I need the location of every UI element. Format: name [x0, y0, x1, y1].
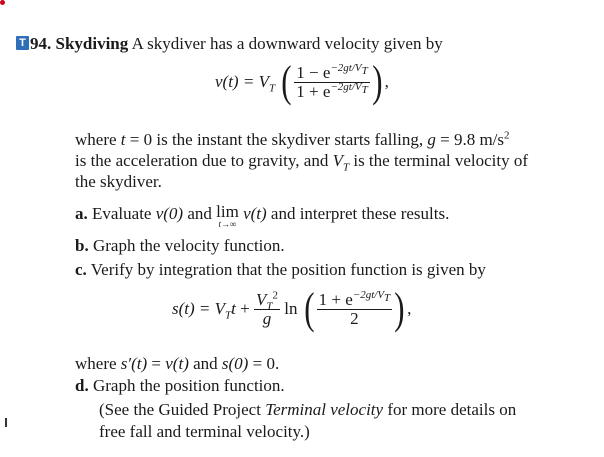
- part-b: [75, 236, 285, 256]
- v-trail: ,: [384, 72, 389, 91]
- where2-c: is the terminal velocity of: [353, 151, 529, 170]
- s-inner-num: 1 + e: [318, 289, 353, 309]
- velocity-fraction: [294, 61, 370, 101]
- v-factor-sub: T: [268, 82, 276, 95]
- s-trail: ,: [407, 299, 412, 318]
- where3: the skydiver.: [75, 172, 162, 191]
- where-line-2: [75, 151, 529, 174]
- problem-title: Skydiving: [55, 34, 129, 53]
- s-ln: ln: [284, 299, 298, 318]
- lim-under: t→∞: [218, 219, 237, 229]
- part-b-text: Graph the velocity function.: [92, 236, 285, 255]
- s-inner-den: 2: [350, 308, 359, 328]
- part-d-label: d.: [75, 376, 89, 395]
- v-num-exp: −2gt/V: [330, 61, 362, 74]
- s-lhs: s(t) =: [172, 299, 211, 318]
- w2-eq0: = 0.: [248, 354, 280, 373]
- where1-a: where: [75, 130, 117, 149]
- note-line-2: [99, 422, 310, 442]
- v-den-exp: −2gt/V: [330, 80, 362, 93]
- w2-eq: =: [147, 354, 166, 373]
- note-c: for more details on: [387, 400, 517, 419]
- where2-sub: T: [342, 161, 350, 174]
- s-plus: +: [240, 299, 250, 318]
- note-line2: free fall and terminal velocity.): [99, 422, 310, 441]
- where1-c: = 0 is the instant the skydiver starts falling,: [125, 130, 424, 149]
- s-inner-exp-sub: T: [384, 292, 391, 305]
- limit: [216, 204, 239, 228]
- problem-header: [30, 34, 443, 54]
- s-left-paren: (: [303, 284, 315, 333]
- part-a-and: and: [187, 204, 212, 223]
- v-denominator: 1 + e: [296, 81, 331, 101]
- s-fraction: [254, 288, 280, 328]
- w2-s0: s(0): [221, 354, 249, 373]
- position-equation: [172, 284, 412, 333]
- w2-and: and: [188, 354, 222, 373]
- s-frac-g: g: [262, 308, 272, 328]
- where1-g: g: [427, 130, 436, 149]
- where2-V: V: [332, 151, 343, 170]
- v-lhs: v(t) =: [215, 72, 255, 91]
- left-paren: (: [281, 57, 292, 106]
- s-right-paren: ): [394, 284, 405, 333]
- lim-word: lim: [216, 202, 239, 221]
- where-line-1: [75, 130, 510, 150]
- right-paren: ): [372, 57, 383, 106]
- v-numerator: 1 − e: [296, 62, 331, 82]
- where1-t: t: [120, 130, 126, 149]
- problem-number: 94.: [30, 34, 52, 53]
- s-t: t: [231, 299, 236, 318]
- part-c: [75, 260, 486, 280]
- w2-where: where: [75, 354, 117, 373]
- s-V-sub: T: [225, 309, 232, 322]
- v-num-exp-sub: T: [361, 65, 368, 78]
- v-factor: V: [258, 72, 269, 91]
- s-frac-sub: T: [266, 299, 273, 312]
- where2-a: is the acceleration due to gravity, and: [75, 151, 329, 170]
- part-c-text: Verify by integration that the position function is given by: [90, 260, 486, 279]
- technology-badge-icon: T: [16, 36, 29, 50]
- note-guided-project: Terminal velocity: [265, 400, 384, 419]
- part-d-text: Graph the position function.: [92, 376, 285, 395]
- note-line-1: [99, 400, 516, 420]
- part-a-v0: v(0): [155, 204, 184, 223]
- where-line-3: [75, 172, 162, 192]
- note-a: (See the Guided Project: [99, 400, 261, 419]
- part-a-label: a.: [75, 204, 88, 223]
- part-b-label: b.: [75, 236, 89, 255]
- part-c-label: c.: [75, 260, 87, 279]
- velocity-equation: [215, 57, 389, 106]
- s-frac-sup: 2: [272, 288, 278, 301]
- part-d: [75, 376, 285, 396]
- v-den-exp-sub: T: [361, 84, 368, 97]
- part-a: [75, 204, 449, 228]
- where-position: [75, 354, 279, 374]
- s-inner-exp: −2gt/V: [352, 288, 385, 301]
- where1-sup: 2: [504, 129, 510, 142]
- where1-e: = 9.8 m/s: [435, 130, 505, 149]
- w2-sprime: s′(t): [120, 354, 148, 373]
- part-a-vt: v(t): [243, 204, 267, 223]
- problem-intro: A skydiver has a downward velocity given by: [131, 34, 443, 53]
- corner-red-dot: [0, 0, 5, 5]
- w2-vt: v(t): [165, 354, 189, 373]
- s-frac-V: V: [255, 289, 267, 309]
- s-V: V: [214, 299, 226, 318]
- part-a-text5: and interpret these results.: [270, 204, 450, 223]
- margin-mark: [5, 418, 7, 427]
- part-a-text1: Evaluate: [92, 204, 152, 223]
- s-inner-fraction: [317, 288, 393, 328]
